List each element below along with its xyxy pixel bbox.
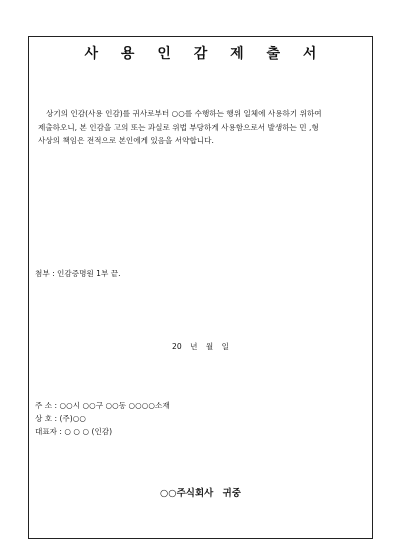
submitter-info (35, 399, 170, 438)
body-line-1: 상기의 인감(사용 인감)를 귀사로부터 ○○를 수행하는 행위 일체에 사용하기 위하여 (46, 109, 322, 118)
document-body (38, 107, 363, 148)
date-line: 20 년 월 일 (172, 342, 229, 351)
company-line: 상 호 : (주)○○ (35, 414, 86, 423)
address-line: 주 소 : ○○시 ○○구 ○○동 ○○○○소재 (35, 401, 170, 410)
representative-line: 대표자 : ○ ○ ○ (인감) (35, 427, 113, 436)
document-title: 사 용 인 감 제 출 서 (84, 46, 326, 62)
attachment-note: 첨부 : 인감증명원 1부 끝. (35, 269, 121, 278)
body-line-2: 제출하오니, 본 인감을 고의 또는 과실로 위법 부당하게 사용함으로서 발생하는 민 ,형 (38, 122, 319, 132)
body-line-3: 사상의 책임은 전적으로 본인에게 있음을 서약합니다. (38, 136, 214, 145)
document-sheet (28, 36, 373, 539)
recipient-line: ○○주식회사 귀중 (160, 488, 241, 499)
